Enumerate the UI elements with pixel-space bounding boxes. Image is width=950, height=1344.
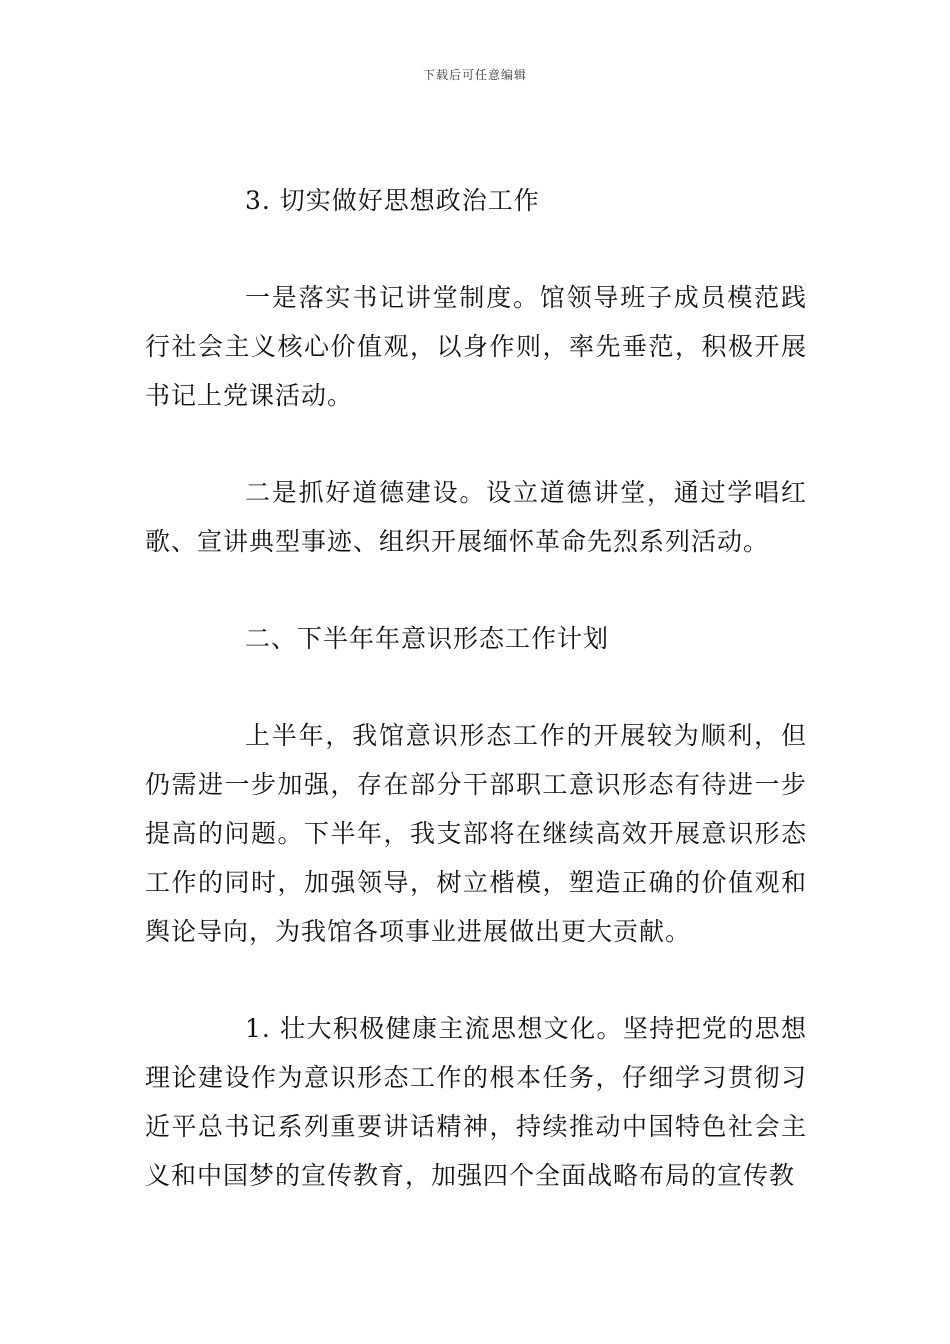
section-heading-second-half-plan: 二、下半年年意识形态工作计划	[245, 624, 610, 653]
paragraph-first-half-summary: 上半年，我馆意识形态工作的开展较为顺利，但仍需进一步加强，存在部分干部职工意识形态有待进一步提高的问题。下半年，我支部将在继续高效开展意识形态工作的同时，加强领导，树立楷模，塑造正确的价值观和舆论导向，为我馆各项事业进展做出更大贡献。	[145, 721, 807, 946]
paragraph-lecture-system: 一是落实书记讲堂制度。馆领导班子成员模范践行社会主义核心价值观，以身作则，率先垂范，积极开展书记上党课活动。	[145, 283, 807, 410]
document-body	[145, 176, 807, 1200]
section-heading-3: 3. 切实做好思想政治工作	[245, 186, 540, 215]
header-note: 下载后可任意编辑	[422, 68, 527, 82]
paragraph-moral-construction: 二是抓好道德建设。设立道德讲堂，通过学唱红歌、宣讲典型事迹、组织开展缅怀革命先烈系列活动。	[145, 478, 807, 556]
paragraph-item-1: 1. 壮大积极健康主流思想文化。坚持把党的思想理论建设作为意识形态工作的根本任务，仔细学习贯彻习近平总书记系列重要讲话精神，持续推动中国特色社会主义和中国梦的宣传教育，加强四个全面战略布局的宣传教	[145, 1014, 807, 1190]
